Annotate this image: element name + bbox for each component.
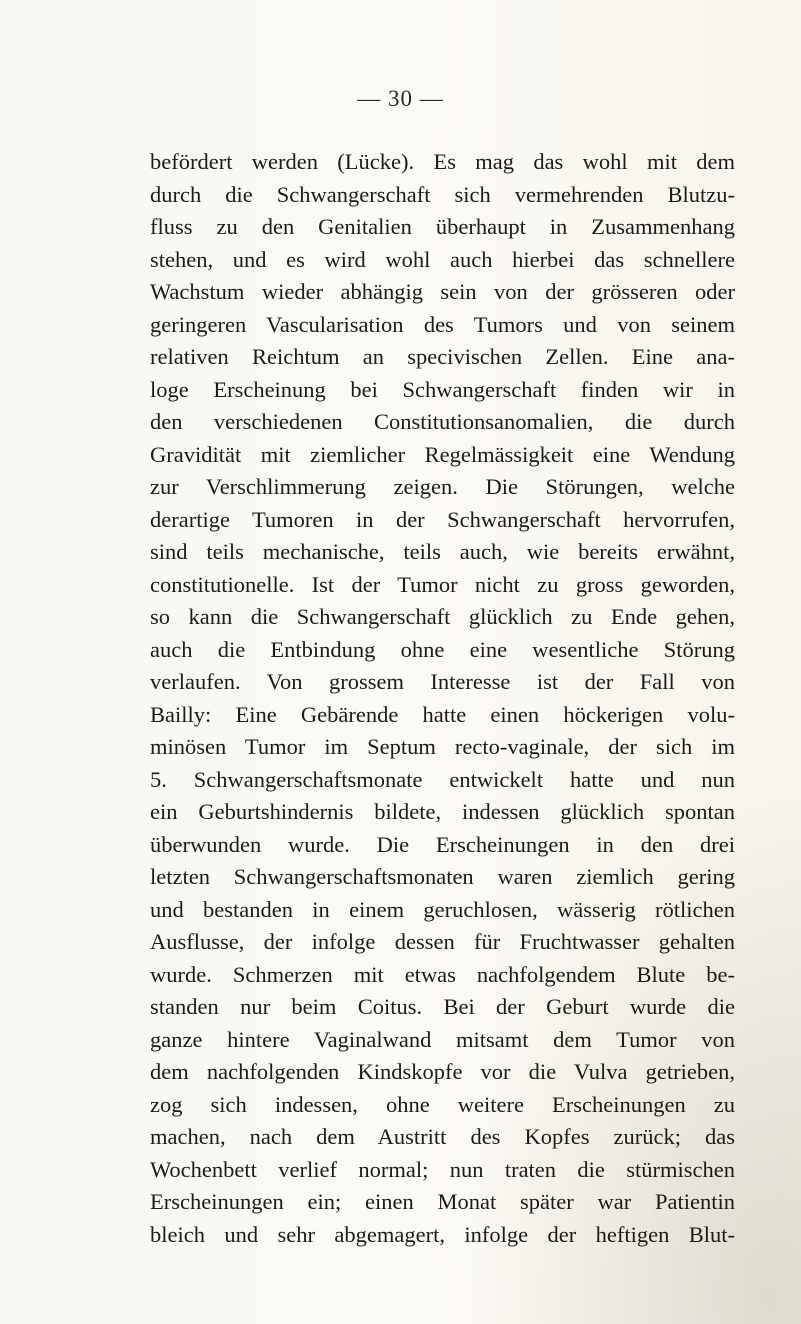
text-line: relativen Reichtum an specivischen Zellen. Eine ana- (150, 344, 735, 369)
text-line: fluss zu den Genitalien überhaupt in Zusammenhang (150, 214, 735, 239)
text-line: minösen Tumor im Septum recto-vaginale, der sich im (150, 734, 735, 759)
text-line: Gravidität mit ziemlicher Regelmässigkeit eine Wendung (150, 441, 735, 467)
text-line: derartige Tumoren in der Schwangerschaft hervorrufen, (150, 506, 735, 532)
text-line: geringeren Vascularisation des Tumors und von seinem (150, 311, 735, 337)
text-line: Erscheinungen ein; einen Monat später war Patientin (150, 1189, 735, 1214)
page-number: — 30 — (357, 86, 444, 111)
text-line: Wochenbett verlief normal; nun traten die stürmischen (150, 1156, 735, 1182)
text-line: den verschiedenen Constitutionsanomalien, die durch (150, 409, 735, 434)
text-line: bleich und sehr abgemagert, infolge der heftigen Blut- (150, 1221, 735, 1247)
text-line: constitutionelle. Ist der Tumor nicht zu gross geworden, (150, 571, 735, 597)
text-line: ein Geburtshindernis bildete, indessen glücklich spontan (150, 799, 735, 824)
text-line: zog sich indessen, ohne weitere Erscheinungen zu (150, 1091, 735, 1117)
text-line: überwunden wurde. Die Erscheinungen in den drei (150, 831, 735, 857)
text-line: durch die Schwangerschaft sich vermehrenden Blutzu- (150, 181, 735, 207)
text-line: Ausflusse, der infolge dessen für Fruchtwasser gehalten (150, 929, 735, 954)
text-line: Bailly: Eine Gebärende hatte einen höckerigen volu- (150, 701, 735, 727)
text-line: machen, nach dem Austritt des Kopfes zurück; das (150, 1124, 735, 1149)
text-line: Wachstum wieder abhängig sein von der grösseren oder (150, 279, 735, 304)
text-line: zur Verschlimmerung zeigen. Die Störungen, welche (150, 474, 735, 499)
text-line: letzten Schwangerschaftsmonaten waren ziemlich gering (150, 864, 735, 889)
text-line: 5. Schwangerschaftsmonate entwickelt hatte und nun (150, 766, 735, 792)
text-line: auch die Entbindung ohne eine wesentliche Störung (150, 636, 735, 662)
text-line: befördert werden (Lücke). Es mag das wohl mit dem (150, 149, 735, 174)
text-line: wurde. Schmerzen mit etwas nachfolgendem Blute be- (150, 961, 735, 987)
text-line: ganze hintere Vaginalwand mitsamt dem Tumor von (150, 1026, 735, 1052)
text-line: standen nur beim Coitus. Bei der Geburt wurde die (150, 994, 735, 1019)
text-line: so kann die Schwangerschaft glücklich zu Ende gehen, (150, 604, 735, 629)
text-line: loge Erscheinung bei Schwangerschaft finden wir in (150, 376, 735, 402)
text-line: sind teils mechanische, teils auch, wie bereits erwähnt, (150, 539, 735, 564)
text-line: und bestanden in einem geruchlosen, wässerig rötlichen (150, 896, 735, 922)
text-line: stehen, und es wird wohl auch hierbei das schnellere (150, 246, 735, 272)
body-text (150, 146, 735, 1251)
text-line: dem nachfolgenden Kindskopfe vor die Vulva getrieben, (150, 1059, 735, 1084)
text-line: verlaufen. Von grossem Interesse ist der Fall von (150, 669, 735, 694)
